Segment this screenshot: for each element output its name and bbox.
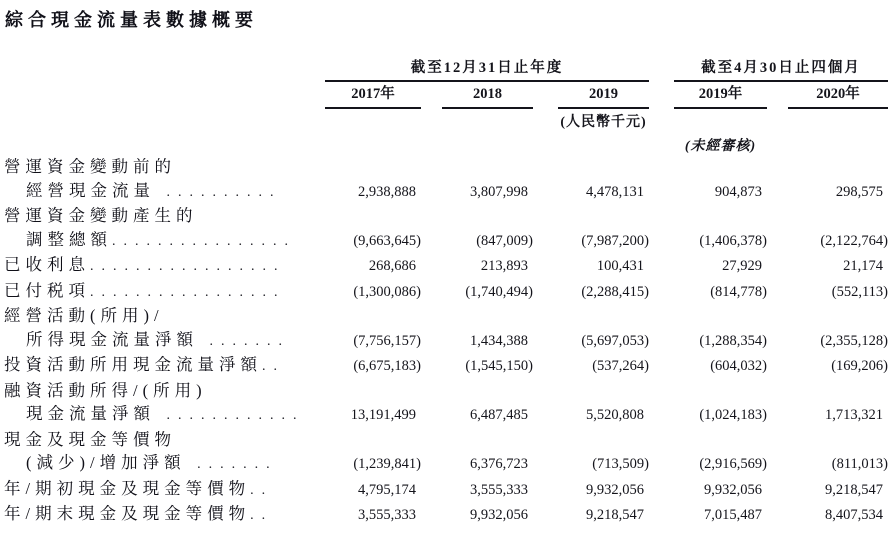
- table-row: [4, 279, 888, 305]
- table-row: [4, 502, 888, 528]
- value-cell: 27,929: [722, 258, 762, 274]
- value-cell: 13,191,499: [350, 407, 416, 423]
- col-header-2018: 2018: [442, 81, 533, 108]
- unit-note-row: [4, 108, 888, 131]
- table-row: [4, 379, 888, 428]
- value-cell: 9,932,056: [470, 507, 528, 523]
- unaudited-note-row: [4, 131, 888, 155]
- dot-leader: .......: [198, 333, 290, 349]
- row-label: [4, 253, 325, 279]
- value-cell: 2,938,888: [358, 183, 416, 200]
- row-label-line: 年/期初現金及現金等價物..: [4, 478, 274, 498]
- row-label: [4, 279, 325, 305]
- value-cell: 3,555,333: [470, 481, 528, 498]
- value-cell: 213,893: [480, 258, 528, 274]
- value-cell: (1,300,086): [353, 283, 421, 300]
- table-row: [4, 428, 888, 477]
- value-cell: (1,406,378): [699, 232, 767, 249]
- row-label-line: 融資活動所得/(所用): [4, 380, 207, 400]
- label-column-spacer: [4, 81, 325, 108]
- value-cell: 904,873: [714, 183, 762, 200]
- row-label-line: 年/期末現金及現金等價物..: [4, 504, 274, 523]
- value-cell: (1,024,183): [699, 407, 767, 423]
- row-label-line: 營運資金變動產生的: [4, 206, 198, 225]
- row-label: [4, 428, 325, 477]
- row-label: [4, 304, 325, 353]
- table-row: [4, 155, 888, 204]
- value-cell: (2,288,415): [581, 283, 649, 300]
- col-header-2017: 2017年: [325, 81, 421, 108]
- value-cell: (7,987,200): [581, 232, 649, 249]
- table-row: [4, 204, 888, 253]
- row-label-line: 經營活動(所用)/: [4, 306, 164, 325]
- table-row: [4, 353, 888, 379]
- period-group-row: [4, 55, 888, 81]
- page-title: 綜合現金流量表數據概要: [5, 10, 258, 30]
- unaudited-note: (未經審核): [684, 139, 757, 154]
- row-label: [4, 477, 325, 503]
- value-cell: (1,239,841): [353, 456, 421, 472]
- value-cell: (5,697,053): [581, 332, 649, 349]
- dot-leader: .................: [90, 259, 286, 274]
- col-header-2019-4m: 2019年: [674, 81, 767, 108]
- row-label: [4, 379, 325, 428]
- value-cell: (1,545,150): [465, 358, 533, 374]
- row-label-line: 營運資金變動前的: [4, 157, 176, 176]
- value-cell: (2,355,128): [820, 332, 888, 349]
- table-body: [4, 155, 888, 528]
- row-label-line: 已收利息.................: [4, 255, 286, 274]
- value-cell: 9,932,056: [704, 481, 762, 498]
- value-cell: 7,015,487: [704, 507, 762, 523]
- value-cell: 9,932,056: [586, 481, 644, 498]
- row-label-line: 已付税項.................: [4, 280, 286, 300]
- col-header-2019: 2019: [558, 81, 649, 108]
- table-row: [4, 477, 888, 503]
- dot-leader: .................: [90, 284, 286, 300]
- value-cell: (169,206): [831, 358, 888, 374]
- dot-leader: ..........: [155, 184, 282, 200]
- table-row: [4, 304, 888, 353]
- row-label-line: 經營現金流量 ..........: [26, 180, 282, 200]
- table-row: [4, 253, 888, 279]
- dot-leader: ..: [262, 359, 285, 374]
- value-cell: (847,009): [476, 232, 533, 249]
- value-cell: 5,520,808: [586, 407, 644, 423]
- value-cell: 9,218,547: [825, 481, 883, 498]
- value-cell: 6,487,485: [470, 407, 528, 423]
- row-label-line: 調整總額................: [26, 229, 296, 249]
- value-cell: (7,756,157): [353, 332, 421, 349]
- value-cell: (552,113): [831, 283, 888, 300]
- value-cell: 21,174: [843, 258, 883, 274]
- cash-flow-table: [4, 55, 888, 528]
- value-cell: 3,807,998: [470, 183, 528, 200]
- row-label: [4, 204, 325, 253]
- group-gap: [649, 55, 674, 81]
- year-header-row: [4, 81, 888, 108]
- value-cell: 1,713,321: [825, 407, 883, 423]
- row-label-line: 投資活動所用現金流量淨額..: [4, 355, 285, 374]
- value-cell: (604,032): [710, 358, 767, 374]
- value-cell: 298,575: [835, 183, 883, 200]
- value-cell: (1,740,494): [465, 283, 533, 300]
- value-cell: (814,778): [710, 283, 767, 300]
- row-label-line: (減少)/增加淨額 .......: [26, 453, 278, 472]
- dot-leader: ..: [250, 482, 274, 498]
- value-cell: 4,478,131: [586, 183, 644, 200]
- document-page: [0, 9, 895, 543]
- row-label: [4, 502, 325, 528]
- value-cell: 4,795,174: [358, 481, 416, 498]
- col-group-annual: 截至12月31日止年度: [325, 55, 649, 81]
- col-group-four-months: 截至4月30日止四個月: [674, 55, 888, 81]
- value-cell: 268,686: [368, 258, 416, 274]
- row-label-line: 所得現金流量淨額 .......: [26, 329, 290, 349]
- value-cell: 1,434,388: [470, 332, 528, 349]
- value-cell: 100,431: [596, 258, 644, 274]
- value-cell: (713,509): [592, 456, 649, 472]
- value-cell: (9,663,645): [353, 232, 421, 249]
- value-cell: 3,555,333: [358, 507, 416, 523]
- row-label-line: 現金流量淨額 ............: [26, 404, 305, 423]
- col-header-2020-4m: 2020年: [788, 81, 888, 108]
- row-label: [4, 353, 325, 379]
- dot-leader: ..: [250, 508, 274, 523]
- value-cell: 6,376,723: [470, 456, 528, 472]
- row-label-line: 現金及現金等價物: [4, 429, 176, 449]
- value-cell: (537,264): [592, 358, 649, 374]
- dot-leader: ............: [155, 408, 305, 423]
- dot-leader: ................: [112, 233, 296, 249]
- row-label: [4, 155, 325, 204]
- label-column-spacer: [4, 55, 325, 81]
- value-cell: 9,218,547: [586, 507, 644, 523]
- value-cell: (6,675,183): [353, 358, 421, 374]
- value-cell: (2,916,569): [699, 456, 767, 472]
- value-cell: (1,288,354): [699, 332, 767, 349]
- value-cell: 8,407,534: [825, 507, 883, 523]
- value-cell: (2,122,764): [820, 232, 888, 249]
- currency-unit-note: (人民幣千元): [560, 115, 647, 130]
- value-cell: (811,013): [831, 456, 888, 472]
- dot-leader: .......: [185, 457, 278, 472]
